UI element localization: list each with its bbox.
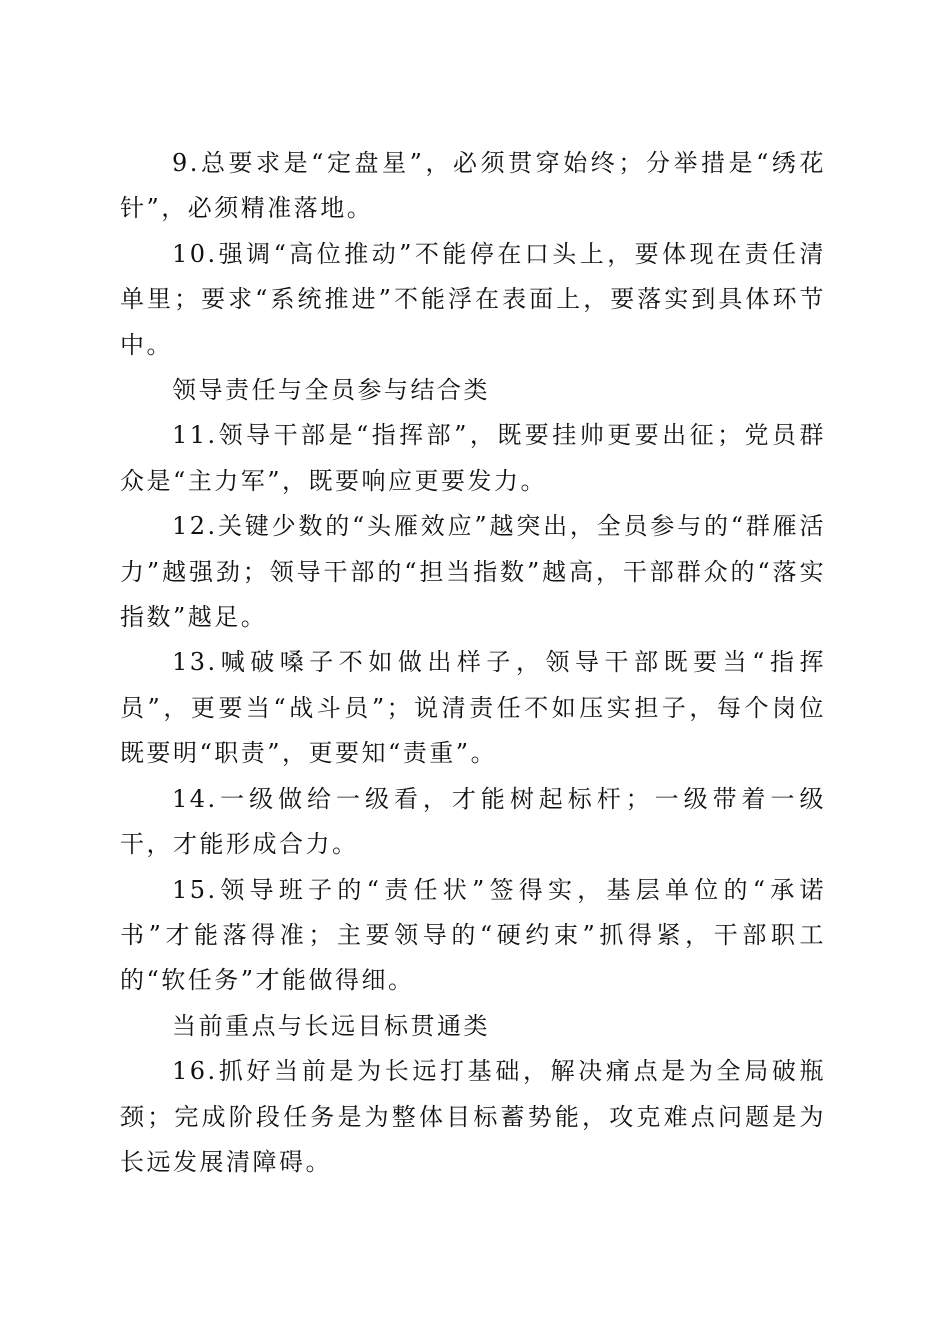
item-13: 13.喊破嗓子不如做出样子，领导干部既要当“指挥员”，更要当“战斗员”；说清责任不如压实担子，每个岗位既要明“职责”，更要知“责重”。 — [120, 648, 826, 768]
item-10: 10.强调“高位推动”不能停在口头上，要体现在责任清单里；要求“系统推进”不能浮在表面上，要落实到具体环节中。 — [120, 239, 826, 359]
item-9: 9.总要求是“定盘星”，必须贯穿始终；分举措是“绣花针”，必须精准落地。 — [120, 149, 826, 223]
item-14: 14.一级做给一级看，才能树起标杆；一级带着一级干，才能形成合力。 — [120, 784, 826, 859]
item-11: 11.领导干部是“指挥部”，既要挂帅更要出征；党员群众是“主力军”，既要响应更要发力。 — [120, 421, 826, 495]
item-15: 15.领导班子的“责任状”签得实，基层单位的“承诺书”才能落得准；主要领导的“硬约束”抓得紧，干部职工的“软任务”才能做得细。 — [120, 875, 826, 995]
section-heading-current-long-term: 当前重点与长远目标贯通类 — [172, 1011, 490, 1040]
item-12: 12.关键少数的“头雁效应”越突出，全员参与的“群雁活力”越强劲；领导干部的“担当指数”越高，干部群众的“落实指数”越足。 — [120, 512, 826, 632]
section-heading-leadership: 领导责任与全员参与结合类 — [172, 376, 490, 405]
document-body — [120, 141, 826, 1185]
item-16: 16.抓好当前是为长远打基础，解决痛点是为全局破瓶颈；完成阶段任务是为整体目标蓄势能，攻克难点问题是为长远发展清障碍。 — [120, 1057, 826, 1176]
